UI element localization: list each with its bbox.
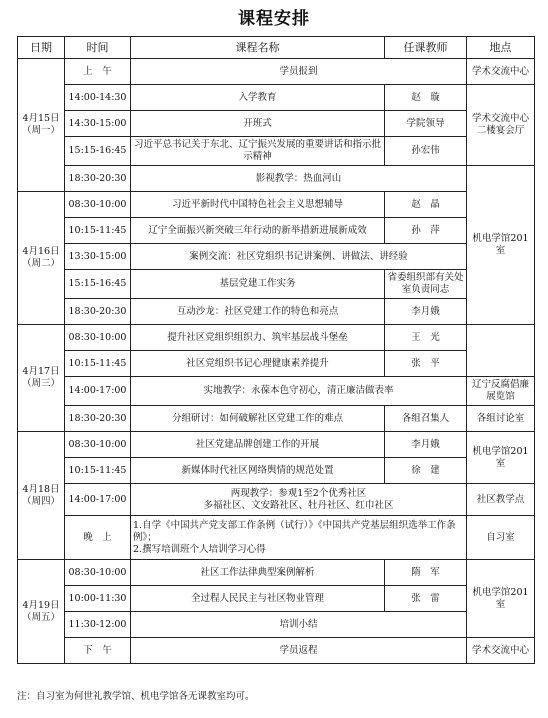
time-cell: 13:30-15:00 — [65, 244, 131, 270]
place-cell: 辽宁反腐倡廉展览馆 — [467, 377, 535, 406]
course-cell: 开班式 — [131, 111, 385, 137]
teacher-cell: 张 雷 — [385, 586, 467, 612]
time-cell: 10:00-11:30 — [65, 586, 131, 612]
course-cell: 入学教育 — [131, 85, 385, 111]
header-course: 课程名称 — [131, 37, 385, 59]
teacher-cell: 张 平 — [385, 351, 467, 377]
time-cell: 晚 上 — [65, 516, 131, 560]
table-header-row — [18, 37, 535, 59]
teacher-cell: 徐 建 — [385, 458, 467, 484]
teacher-cell: 隋 军 — [385, 560, 467, 586]
table-row — [18, 218, 535, 244]
table-row — [18, 638, 535, 664]
table-row — [18, 377, 535, 406]
table-row — [18, 299, 535, 325]
course-cell: 两现教学：参观1至2个优秀社区 多福社区、文安路社区、牡丹社区、红巾社区 — [131, 484, 467, 516]
course-cell: 学员返程 — [131, 638, 467, 664]
course-cell: 新媒体时代社区网络舆情的规范处置 — [131, 458, 385, 484]
course-cell: 社区工作法律典型案例解析 — [131, 560, 385, 586]
schedule-table — [17, 36, 535, 664]
course-cell: 社区党建品牌创建工作的开展 — [131, 432, 385, 458]
table-row — [18, 351, 535, 377]
time-cell: 14:00-14:30 — [65, 85, 131, 111]
course-cell: 案例交流：社区党组织书记讲案例、讲做法、讲经验 — [131, 244, 467, 270]
time-cell: 08:30-10:00 — [65, 325, 131, 351]
table-row — [18, 586, 535, 612]
table-row — [18, 560, 535, 586]
time-cell: 18:30-20:30 — [65, 406, 131, 432]
time-cell: 10:15-11:45 — [65, 351, 131, 377]
header-date: 日期 — [18, 37, 65, 59]
table-row — [18, 432, 535, 458]
time-cell: 18:30-20:30 — [65, 299, 131, 325]
place-cell — [467, 325, 535, 377]
time-cell: 上 午 — [65, 59, 131, 85]
table-row — [18, 612, 535, 638]
time-cell: 08:30-10:00 — [65, 192, 131, 218]
table-row — [18, 458, 535, 484]
teacher-cell: 李月娥 — [385, 299, 467, 325]
course-cell: 分组研讨：如何破解社区党建工作的难点 — [131, 406, 385, 432]
place-cell: 机电学馆201室 — [467, 166, 535, 325]
course-cell: 习近平总书记关于东北、辽宁振兴发展的重要讲话和指示批示精神 — [131, 137, 385, 166]
place-cell: 学术交流中心 — [467, 59, 535, 85]
table-row — [18, 406, 535, 432]
teacher-cell: 学院领导 — [385, 111, 467, 137]
table-row — [18, 244, 535, 270]
course-cell: 1.自学《中国共产党支部工作条例（试行）》《中国共产党基层组织选举工作条例》； 2.撰写培训班个人培训学习心得 — [131, 516, 467, 560]
teacher-cell: 省委组织部有关处室负责同志 — [385, 270, 467, 299]
course-cell: 全过程人民民主与社区物业管理 — [131, 586, 385, 612]
footnote: 注：自习室为何世礼教学馆、机电学馆各无课教室均可。 — [17, 691, 255, 702]
table-row — [18, 484, 535, 516]
header-place: 地点 — [467, 37, 535, 59]
teacher-cell: 赵 璇 — [385, 85, 467, 111]
table-row — [18, 166, 535, 192]
course-cell: 影视教学：热血河山 — [131, 166, 467, 192]
place-cell: 自习室 — [467, 516, 535, 560]
time-cell: 10:15-11:45 — [65, 458, 131, 484]
teacher-cell: 孙宏伟 — [385, 137, 467, 166]
course-cell: 提升社区党组织组织力、筑牢基层战斗堡垒 — [131, 325, 385, 351]
time-cell: 08:30-10:00 — [65, 560, 131, 586]
time-cell: 15:15-16:45 — [65, 137, 131, 166]
date-cell: 4月18日 （周四） — [18, 432, 65, 560]
place-cell: 学术交流中心二楼宴会厅 — [467, 85, 535, 166]
header-time: 时间 — [65, 37, 131, 59]
place-cell: 学术交流中心 — [467, 638, 535, 664]
place-cell: 各组讨论室 — [467, 406, 535, 432]
course-cell: 习近平新时代中国特色社会主义思想辅导 — [131, 192, 385, 218]
time-cell: 14:00-17:00 — [65, 484, 131, 516]
time-cell: 15:15-16:45 — [65, 270, 131, 299]
course-cell: 基层党建工作实务 — [131, 270, 385, 299]
table-row — [18, 325, 535, 351]
course-cell: 互动沙龙：社区党建工作的特色和亮点 — [131, 299, 385, 325]
teacher-cell: 各组召集人 — [385, 406, 467, 432]
teacher-cell: 赵 晶 — [385, 192, 467, 218]
teacher-cell: 王 光 — [385, 325, 467, 351]
table-row — [18, 516, 535, 560]
page-title: 课程安排 — [238, 9, 310, 29]
table-row — [18, 111, 535, 137]
course-cell: 学员报到 — [131, 59, 467, 85]
place-cell: 机电学馆201室 — [467, 560, 535, 638]
date-cell: 4月19日 （周五） — [18, 560, 65, 664]
time-cell: 18:30-20:30 — [65, 166, 131, 192]
header-teacher: 任课教师 — [385, 37, 467, 59]
table-row — [18, 59, 535, 85]
table-row — [18, 270, 535, 299]
table-row — [18, 192, 535, 218]
course-cell: 培训小结 — [131, 612, 467, 638]
date-cell: 4月15日 （周一） — [18, 59, 65, 192]
time-cell: 08:30-10:00 — [65, 432, 131, 458]
time-cell: 14:30-15:00 — [65, 111, 131, 137]
time-cell: 11:30-12:00 — [65, 612, 131, 638]
teacher-cell: 李月娥 — [385, 432, 467, 458]
course-cell: 辽宁全面振兴新突破三年行动的新举措新进展新成效 — [131, 218, 385, 244]
time-cell: 下 午 — [65, 638, 131, 664]
time-cell: 14:00-17:00 — [65, 377, 131, 406]
course-cell: 实地教学：永葆本色守初心，清正廉洁做表率 — [131, 377, 467, 406]
course-cell: 社区党组织书记心理健康素养提升 — [131, 351, 385, 377]
place-cell: 机电学馆201室 — [467, 432, 535, 484]
place-cell: 社区教学点 — [467, 484, 535, 516]
time-cell: 10:15-11:45 — [65, 218, 131, 244]
date-cell: 4月16日 （周二） — [18, 192, 65, 325]
teacher-cell: 孙 萍 — [385, 218, 467, 244]
date-cell: 4月17日 （周三） — [18, 325, 65, 432]
table-row — [18, 137, 535, 166]
table-row — [18, 85, 535, 111]
